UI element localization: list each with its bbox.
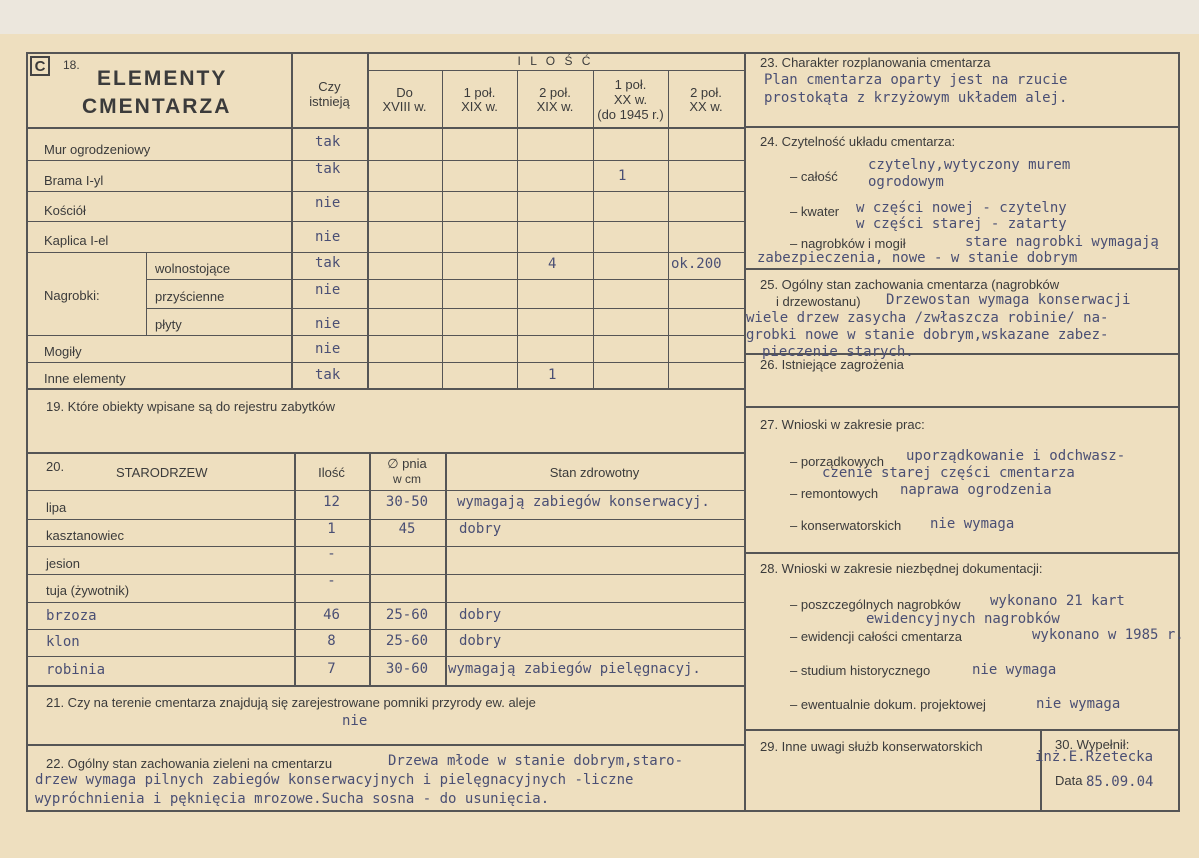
value-brama-exists: tak: [315, 161, 341, 177]
tree-diameter: 45: [398, 521, 416, 537]
sec25-text-line2: wiele drzew zasycha /zwłaszcza robinie/ na-: [746, 310, 1109, 326]
tree-name: robinia: [46, 662, 106, 678]
section-title-line1: ELEMENTY: [97, 67, 228, 90]
grid-line: [26, 519, 744, 520]
sec24-nagrobkow-line2: zabezpieczenia, nowe - w stanie dobrym: [757, 250, 1078, 266]
grid-line: [26, 629, 744, 630]
col-czy-label: istnieją: [309, 94, 350, 109]
grid-line: [744, 729, 1180, 731]
col-2pol-xix: XIX w.: [536, 99, 574, 114]
sec24-kwater-line2: w części starej - zatarty: [856, 216, 1067, 232]
sec20-title: STARODRZEW: [116, 465, 208, 480]
grid-line: [445, 452, 447, 685]
grid-line: [26, 546, 744, 547]
value-brama-qty: 1: [618, 168, 627, 184]
sec30-date-label: Data: [1055, 773, 1083, 788]
row-label-mur: Mur ogrodzeniowy: [44, 142, 151, 157]
value-wolnostojace-2pol-xix: 4: [548, 256, 557, 272]
sec30-label: 30. Wypełnił:: [1055, 737, 1130, 752]
grid-line: [26, 191, 744, 192]
grid-line: [744, 406, 1180, 408]
grid-line: [744, 126, 1180, 128]
tree-name: jesion: [46, 556, 80, 571]
grid-line: [26, 160, 744, 161]
value-kaplica-exists: nie: [315, 229, 341, 245]
grid-line: [26, 335, 744, 336]
sec27-porz-line1: uporządkowanie i odchwasz-: [906, 448, 1126, 464]
col-ilosc-label: I L O Ś Ć: [517, 54, 594, 68]
grid-line: [369, 452, 371, 685]
sec22-label: 22. Ogólny stan zachowania zieleni na cmentarzu: [46, 756, 333, 771]
grid-line: [26, 656, 744, 657]
sec23-text-line1: Plan cmentarza oparty jest na rzucie: [764, 72, 1068, 88]
sec27-rem-label: – remontowych: [790, 486, 879, 501]
sec20-number: 20.: [46, 459, 65, 474]
value-inne-exists: tak: [315, 367, 341, 383]
value-przyscienne-exists: nie: [315, 282, 341, 298]
tree-diameter: 30-60: [385, 661, 429, 677]
row-label-przyscienne: przyścienne: [155, 289, 225, 304]
col-1pol-xx: 1 poł.: [614, 77, 647, 92]
sec25-label: i drzewostanu): [776, 294, 861, 309]
grid-line: [26, 127, 744, 129]
tree-qty: 12: [323, 494, 340, 510]
sec27-porz-label: – porządkowych: [790, 454, 884, 469]
tree-state: wymagają zabiegów konserwacyj.: [457, 494, 710, 510]
grid-line: [146, 308, 744, 309]
sec30-name: inż.E.Rzetecka: [1035, 749, 1154, 765]
col-2pol-xx: 2 poł.: [690, 85, 722, 100]
sec22-text-line1: Drzewa młode w stanie dobrym,staro-: [388, 753, 684, 769]
sec24-calosc-line2: ogrodowym: [868, 174, 944, 190]
tree-qty: -: [327, 573, 336, 589]
sec23-label: 23. Charakter rozplanowania cmentarza: [760, 55, 991, 70]
row-label-mogily: Mogiły: [44, 344, 82, 359]
sec21-label: 21. Czy na terenie cmentarza znajdują się zarejestrowane pomniki przyrody ew. aleje: [46, 695, 536, 710]
sec20-col-pnia: ∅ pnia: [387, 456, 427, 471]
sec20-col-ilosc: Ilość: [318, 465, 345, 480]
sec30-date: 85.09.04: [1086, 774, 1154, 790]
sec26-label: 26. Istniejące zagrożenia: [760, 357, 904, 372]
grid-line: [26, 252, 744, 253]
sec20-col-pnia: w cm: [393, 472, 421, 486]
grid-line: [1040, 729, 1042, 812]
tree-diameter: 30-50: [385, 494, 429, 510]
card-top-edge: [0, 0, 1199, 34]
tree-state: dobry: [459, 633, 502, 649]
grid-line: [367, 70, 744, 71]
tree-qty: 7: [327, 661, 336, 677]
grid-line: [744, 552, 1180, 554]
sec28-st-value: nie wymaga: [972, 662, 1057, 678]
grid-line: [744, 52, 746, 812]
grid-line: [26, 574, 744, 575]
row-label-plyty: płyty: [155, 317, 182, 332]
tree-name: lipa: [46, 500, 67, 515]
sec25-text-line1: Drzewostan wymaga konserwacji: [886, 292, 1131, 308]
value-wolnostojace-exists: tak: [315, 255, 341, 271]
sec24-calosc-label: – całość: [790, 169, 838, 184]
sec24-nagrobkow-label: – nagrobków i mogił: [790, 236, 906, 251]
tree-state: dobry: [459, 521, 502, 537]
tree-diameter: 25-60: [385, 633, 429, 649]
sec28-ew-value: wykonano w 1985 r.: [1032, 627, 1184, 643]
section-letter-box: C: [30, 56, 50, 76]
grid-line: [146, 279, 744, 280]
sec22-text-line3: wypróchnienia i pęknięcia mrozowe.Sucha sosna - do usunięcia.: [35, 791, 550, 807]
section-number: 18.: [63, 58, 80, 72]
row-label-brama: Brama I-yl: [44, 173, 104, 188]
sec24-calosc-line1: czytelny,wytyczony murem: [868, 157, 1071, 173]
grid-line: [26, 744, 744, 746]
tree-name: klon: [46, 634, 80, 650]
grid-line: [26, 602, 744, 603]
value-inne-2pol-xix: 1: [548, 367, 557, 383]
sec25-label: 25. Ogólny stan zachowania cmentarza (nagrobków: [760, 277, 1060, 292]
row-label-wolnostojace: wolnostojące: [155, 261, 231, 276]
sec24-kwater-line1: w części nowej - czytelny: [856, 200, 1067, 216]
tree-qty: 1: [327, 521, 336, 537]
sec22-text-line2: drzew wymaga pilnych zabiegów konserwacyjnych i pielęgnacyjnych -liczne: [35, 772, 634, 788]
sec24-label: 24. Czytelność układu cmentarza:: [760, 134, 956, 149]
grid-line: [146, 252, 147, 335]
tree-diameter: 25-60: [385, 607, 429, 623]
tree-name: tuja (żywotnik): [46, 583, 130, 598]
tree-qty: -: [327, 546, 336, 562]
value-mur-exists: tak: [315, 134, 341, 150]
row-label-kaplica: Kaplica I-el: [44, 233, 109, 248]
col-czy-label: Czy: [318, 79, 341, 94]
sec28-st-label: – studium historycznego: [790, 663, 931, 678]
sec29-label: 29. Inne uwagi służb konserwatorskich: [760, 739, 983, 754]
grid-line: [26, 362, 744, 363]
grid-line: [517, 70, 518, 388]
value-kosciol-exists: nie: [315, 195, 341, 211]
sec28-pr-value: nie wymaga: [1036, 696, 1121, 712]
sec27-kons-label: – konserwatorskich: [790, 518, 902, 533]
sec27-label: 27. Wnioski w zakresie prac:: [760, 417, 925, 432]
tree-name: brzoza: [46, 608, 97, 624]
sec24-nagrobkow-line1: stare nagrobki wymagają: [965, 234, 1159, 250]
grid-line: [26, 221, 744, 222]
col-1pol-xx: (do 1945 r.): [597, 107, 664, 122]
sec27-kons-value: nie wymaga: [930, 516, 1015, 532]
sec28-pr-label: – ewentualnie dokum. projektowej: [790, 697, 986, 712]
tree-qty: 46: [323, 607, 340, 623]
sec28-ew-label: – ewidencji całości cmentarza: [790, 629, 962, 644]
col-2pol-xx: XX w.: [689, 99, 723, 114]
sec28-pn-label: – poszczególnych nagrobków: [790, 597, 961, 612]
grid-line: [26, 452, 744, 454]
sec28-label: 28. Wnioski w zakresie niezbędnej dokumentacji:: [760, 561, 1043, 576]
sec19-label: 19. Które obiekty wpisane są do rejestru zabytków: [46, 399, 336, 414]
grid-line: [668, 70, 669, 388]
tree-name: kasztanowiec: [46, 528, 125, 543]
row-label-nagrobki: Nagrobki:: [44, 288, 100, 303]
grid-line: [26, 685, 744, 687]
grid-line: [442, 70, 443, 388]
grid-line: [26, 490, 744, 491]
col-1pol-xx: XX w.: [613, 92, 648, 107]
grid-line: [26, 388, 744, 390]
sec27-rem-value: naprawa ogrodzenia: [900, 482, 1052, 498]
tree-state: dobry: [459, 607, 502, 623]
tree-state: wymagają zabiegów pielęgnacyj.: [448, 661, 701, 677]
sec28-pn-line2: ewidencyjnych nagrobków: [866, 611, 1060, 627]
col-1pol-xix: XIX w.: [461, 99, 498, 114]
sec27-porz-line2: czenie starej części cmentarza: [822, 465, 1075, 481]
sec25-text-line4: pieczenie starych.: [762, 344, 914, 360]
sec24-kwater-label: – kwater: [790, 204, 840, 219]
sec28-pn-line1: wykonano 21 kart: [990, 593, 1125, 609]
row-label-kosciol: Kościół: [44, 203, 86, 218]
sec23-text-line2: prostokąta z krzyżowym układem alej.: [764, 90, 1068, 106]
grid-line: [294, 452, 296, 685]
value-wolnostojace-2pol-xx: ok.200: [671, 256, 722, 272]
sec20-col-stan: Stan zdrowotny: [549, 465, 640, 480]
tree-qty: 8: [327, 633, 336, 649]
grid-line: [744, 268, 1180, 270]
value-plyty-exists: nie: [315, 316, 341, 332]
col-do-xviii: XVIII w.: [382, 99, 427, 114]
row-label-inne: Inne elementy: [44, 371, 126, 386]
col-do-xviii: Do: [396, 85, 413, 100]
col-1pol-xix: 1 poł.: [463, 85, 496, 100]
sec21-answer: nie: [342, 713, 368, 729]
section-title-line2: CMENTARZA: [82, 95, 232, 118]
value-mogily-exists: nie: [315, 341, 341, 357]
sec25-text-line3: grobki nowe w stanie dobrym,wskazane zabez-: [746, 327, 1109, 343]
col-2pol-xix: 2 poł.: [539, 85, 571, 100]
